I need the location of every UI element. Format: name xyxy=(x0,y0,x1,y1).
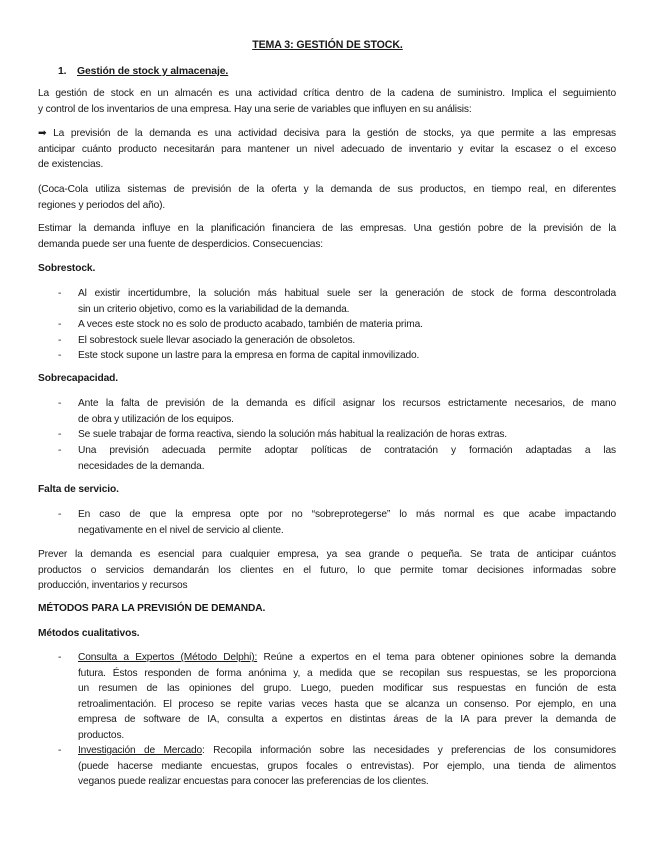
page-title: TEMA 3: GESTIÓN DE STOCK. xyxy=(252,39,403,51)
text-line: y control de los inventarios de una empresa. Hay una serie de variables que influyen en su análisis: xyxy=(38,103,472,115)
bullet-dash: - xyxy=(58,350,62,361)
text-line: retroalimentación. El proceso se repite varias veces hasta que se alcanza un consenso. Por ejemplo, en una xyxy=(78,698,616,710)
section-heading-1 xyxy=(58,66,228,77)
metodos-heading: MÉTODOS PARA LA PREVISIÓN DE DEMANDA. xyxy=(38,603,266,614)
falta-servicio-heading: Falta de servicio. xyxy=(38,484,119,495)
text-line: En caso de que la empresa opte por no “sobreprotegerse” lo más normal es que acabe impactando xyxy=(78,509,616,520)
text-line: productos o servicios demandarán los clientes en el futuro, lo que permite tomar decisiones informadas sobre xyxy=(38,564,616,576)
text-line: un resumen de las opiniones del grupo. Luego, pueden modificar sus respuestas en función de esta xyxy=(78,683,616,695)
sobrecapacidad-heading: Sobrecapacidad. xyxy=(38,373,119,384)
text-line: regiones y periodos del año). xyxy=(38,199,166,211)
delphi-label: Consulta a Expertos (Método Delphi): xyxy=(78,652,258,663)
bullet-dash: - xyxy=(58,509,62,520)
text-line: La gestión de stock en un almacén es una actividad crítica dentro de la cadena de suministro. Implica el seguimiento xyxy=(38,88,616,99)
mercado-label: Investigación de Mercado xyxy=(78,745,203,756)
bullet-dash: - xyxy=(58,745,62,756)
text-line: Estimar la demanda influye en la planificación financiera de las empresas. Una gestión pobre de la previsión de la xyxy=(38,223,616,234)
delphi-first-line: Reúne a expertos en el tema para obtener opiniones sobre la demanda xyxy=(257,652,616,663)
bullet-dash: - xyxy=(58,319,62,330)
text-line: Al existir incertidumbre, la solución más habitual suele ser la generación de stock de forma descontrolada xyxy=(78,288,616,299)
intro-paragraph xyxy=(38,86,616,117)
cocacola-paragraph xyxy=(38,182,616,213)
estimate-paragraph xyxy=(38,221,616,252)
bullet-dash: - xyxy=(58,335,62,346)
text-line: Se suele trabajar de forma reactiva, siendo la solución más habitual la realización de horas extras. xyxy=(78,429,507,440)
text-line: producción, inventarios y recursos xyxy=(38,580,188,592)
prever-paragraph xyxy=(38,547,616,594)
section-label: Gestión de stock y almacenaje. xyxy=(77,66,229,77)
text-line: empresa de software de IA, consulta a expertos en distintas áreas de la IA para prever la demanda de xyxy=(78,714,616,726)
section-number: 1. xyxy=(58,66,67,77)
text-line: necesidades de la demanda. xyxy=(78,460,205,472)
text-line: A veces este stock no es solo de producto acabado, también de materia prima. xyxy=(78,319,423,330)
cualitativos-heading: Métodos cualitativos. xyxy=(38,628,140,639)
text-line: sin un criterio objetivo, como es la variabilidad de la demanda. xyxy=(78,303,350,315)
text-line: El sobrestock suele llevar asociado la generación de obsoletos. xyxy=(78,335,356,346)
bullet-dash: - xyxy=(58,445,62,456)
text-line: (puede hacerse mediante encuestas, grupos focales o entrevistas). Por ejemplo, una tienda de alimentos xyxy=(78,760,616,772)
sobrestock-heading: Sobrestock. xyxy=(38,263,96,274)
text-line: productos. xyxy=(78,729,125,741)
forecast-paragraph xyxy=(38,126,616,173)
mercado-first-line: : Recopila información sobre las necesidades y preferencias de los consumidores xyxy=(202,745,616,756)
text-line: veganos puede realizar encuestas para conocer las preferencias de los clientes. xyxy=(78,776,429,788)
text-line: negativamente en el nivel de servicio al cliente. xyxy=(78,524,284,536)
text-line: Ante la falta de previsión de la demanda es difícil asignar los recursos estrictamente necesarios, de mano xyxy=(78,398,616,409)
text-line: de existencias. xyxy=(38,159,104,171)
text-line: anticipar cuánto producto necesitarán para mantener un nivel adecuado de inventario y evitar la escasez o el exceso xyxy=(38,143,616,155)
text-line: Una previsión adecuada permite adoptar políticas de contratación y formación adaptadas a las xyxy=(78,445,616,456)
bullet-dash: - xyxy=(58,652,62,663)
text-line: Prever la demanda es esencial para cualquier empresa, ya sea grande o pequeña. Se trata de anticipar cuántos xyxy=(38,549,616,560)
text-line xyxy=(78,650,616,666)
text-line: Este stock supone un lastre para la empresa en forma de capital inmovilizado. xyxy=(78,350,420,361)
text-line: demanda puede ser una fuente de desperdicios. Consecuencias: xyxy=(38,238,323,250)
text-line: de obra y utilización de los equipos. xyxy=(78,413,234,425)
text-line xyxy=(78,743,616,759)
bullet-dash: - xyxy=(58,429,62,440)
bullet-dash: - xyxy=(58,288,62,299)
bullet-dash: - xyxy=(58,398,62,409)
text-line: futura. Éstos responden de forma anónima y, a medida que se recopilan sus respuestas, se les proporciona xyxy=(78,667,616,679)
text-line: ➡ La previsión de la demanda es una actividad decisiva para la gestión de stocks, ya que permite a las empresas xyxy=(38,128,616,139)
text-line: (Coca-Cola utiliza sistemas de previsión de la oferta y la demanda de sus productos, en tiempo real, en diferentes xyxy=(38,184,616,195)
